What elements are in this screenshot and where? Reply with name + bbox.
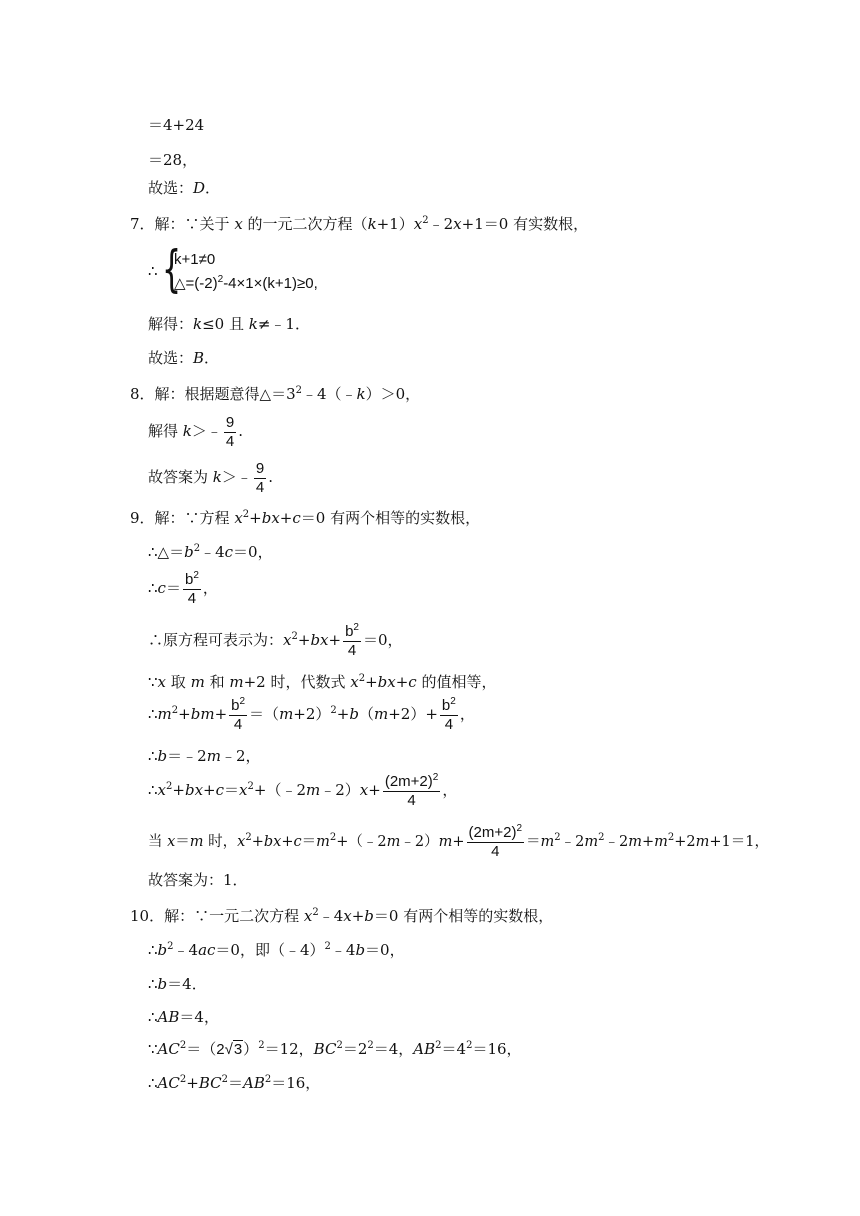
q9-line9: 当 x＝m 时，$x^2+bx+c=m^2+(﹣2m﹣2)m+$ $\frac{(2m+2)^2}{4}$ $=m^2﹣2m^2﹣2m+m^2+2m+1=1$， <box>148 822 769 860</box>
q7-solution: 解得：k≤0 且 k≠﹣1． <box>148 315 310 333</box>
q10-line4: ∴AB＝4， <box>148 1008 219 1026</box>
fraction-b-squared-over-4: $\frac{b^2}{4}$ <box>231 695 246 733</box>
q8-answer: 故答案为 k＞﹣ $\frac{9}{4}$ . <box>148 459 274 496</box>
q9-line6: $\therefore m^2+bm+$ $\frac{b^2}{4}$ $=(m+2)^2+b(m+2)+$ $\frac{b^2}{4}$ ， <box>148 695 475 733</box>
system-row-2: $\triangle=(-2)^2-4\times 1\times(k+1)\ge 0$, <box>174 274 318 292</box>
q8-line1: 8．解：根据题意得$\triangle=3^2﹣4(﹣k)>0$， <box>130 385 421 403</box>
q9-line8: $\therefore x^2+bx+c=x^2+(﹣2m﹣2)x+$ $\frac{(2m+2)^2}{4}$ ， <box>148 771 458 809</box>
q9-line7: ∴b＝﹣2m﹣2， <box>148 747 261 765</box>
q10-line1: 10．解：∵一元二次方程 $x^2﹣4x+b=0$ 有两个相等的实数根， <box>130 907 554 925</box>
fraction-nine-fourths: $\frac{9}{4}$ <box>225 413 235 450</box>
q9-line2: $\therefore\triangle=b^2﹣4c=0$， <box>148 543 273 561</box>
q8-solution: 解得 k＞﹣ $\frac{9}{4}$ . <box>148 413 244 450</box>
q9-line5: ∵x 取 m 和 m+2 时，代数式 $x^2+bx+c$ 的值相等， <box>148 673 497 691</box>
text-line: ＝4+24 <box>148 116 205 134</box>
text-line: ＝28， <box>148 151 198 169</box>
q9-line3: ∴c＝ $\frac{b^2}{4}$ ， <box>148 569 218 607</box>
q10-line2: $\therefore b^2﹣4ac=0$，即（﹣4）$^2$﹣4b＝0， <box>148 941 405 959</box>
q9-line4: ∴原方程可表示为：$x^2+bx+$ $\frac{b^2}{4}$ ＝0， <box>148 621 403 659</box>
document-page: ＝4+24 ＝28， 故选：D． 7．解：∵关于 x 的一元二次方程$(k+1)x^2﹣2x+1=0$ 有实数根， ∴ { k+1≠0 $\triangle=(-2)^2-4\times 1\times(k+1)\ge 0$, 解得：k≤0 且 k≠﹣1． 故选：B． 8．解：根据题意得$\triangle=3^2﹣4(﹣k)>0$， 解得 k＞﹣ $\frac{9}{4}$ . 故答案为 k＞﹣ $\frac{9}{4}$ . 9．解：∵方程 $x^2+bx+c=0$ 有两个相等的实数根， $\therefore\triangle=b^2﹣4c=0$， ∴c＝ $\frac{b^2}{4}$ ， ∴原方程可表示为：$x^2+bx+$ $\frac{b^2}{4}$ ＝0， ∵x 取 m 和 m+2 时，代数式 $x^2+bx+c$ 的值相等， $\therefore m^2+bm+$ $\frac{b^2}{4}$ $=(m+2)^2+b(m+2)+$ $\frac{b^2}{4}$ ， ∴b＝﹣2m﹣2， $\therefore x^2+bx+c=x^2+(﹣2m﹣2)x+$ $\frac{(2m+2)^2}{4}$ ， 当 x＝m 时，$x^2+bx+c=m^2+(﹣2m﹣2)m+$ $\frac{(2m+2)^2}{4}$ $=m^2﹣2m^2﹣2m+m^2+2m+1=1$， 故答案为：1． 10．解：∵一元二次方程 $x^2﹣4x+b=0$ 有两个相等的实数根， $\therefore b^2﹣4ac=0$，即（﹣4）$^2$﹣4b＝0， ∴b＝4． ∴AB＝4， $\because AC^2=(2√3)^2=12$，$BC^2=2^2=4$，$AB^2=4^2=16$， $\therefore AC^2+BC^2=AB^2=16$， <box>130 116 769 1092</box>
q7-line1: 7．解：∵关于 x 的一元二次方程$(k+1)x^2﹣2x+1=0$ 有实数根， <box>130 215 589 233</box>
two-root-three: 2√3 <box>216 1041 243 1058</box>
text-line: 故选：D． <box>148 179 221 197</box>
q10-line5: $\because AC^2=(2√3)^2=12$，$BC^2=2^2=4$，$AB^2=4^2=16$， <box>148 1040 522 1058</box>
q9-answer: 故答案为：1． <box>148 871 248 889</box>
system-row-1: k+1≠0 <box>174 251 216 268</box>
fraction-2m-plus-2-squared-over-4: $\frac{(2m+2)^2}{4}$ <box>468 822 523 860</box>
fraction-nine-fourths: $\frac{9}{4}$ <box>255 459 265 496</box>
q10-line6: $\therefore AC^2+BC^2=AB^2=16$， <box>148 1074 321 1092</box>
q10-line3: ∴b＝4． <box>148 975 207 993</box>
q7-answer: 故选：B． <box>148 349 220 367</box>
q9-line1: 9．解：∵方程 $x^2+bx+c=0$ 有两个相等的实数根， <box>130 509 481 527</box>
fraction-b-squared-over-4: $\frac{b^2}{4}$ <box>441 695 456 733</box>
fraction-b-squared-over-4: $\frac{b^2}{4}$ <box>184 569 199 607</box>
fraction-b-squared-over-4: $\frac{b^2}{4}$ <box>345 621 359 659</box>
fraction-2m-plus-2-squared-over-4: $\frac{(2m+2)^2}{4}$ <box>384 771 439 809</box>
